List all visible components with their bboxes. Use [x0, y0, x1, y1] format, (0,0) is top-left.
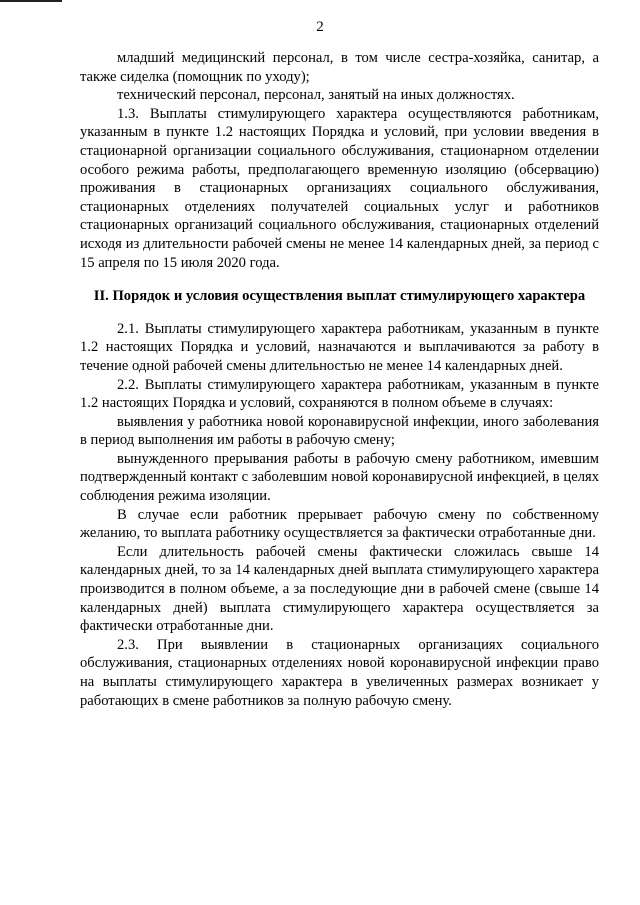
- document-body: [80, 49, 599, 710]
- paragraph: вынужденного прерывания работы в рабочую смену работником, имевшим подтвержденный контакт с заболевшим новой коронавирусной инфекцией, в целях соблюдения режима изоляции.: [80, 450, 599, 505]
- paragraph: В случае если работник прерывает рабочую смену по собственному желанию, то выплата работнику осуществляется за фактически отработанные дни.: [80, 506, 599, 542]
- paragraph: 1.3. Выплаты стимулирующего характера осуществляются работникам, указанным в пункте 1.2 настоящих Порядка и условий, при условии введения в стационарной организации социального обслуживания, стационарном отделении особого режима работы, предполагающего временную изоляцию (обсервацию) проживания в стационарных организациях социального обслуживания, стационарных отделениях получателей социальных услуг и работников стационарных организаций социального обслуживания, стационарных отделений исходя из длительности рабочей смены не менее 14 календарных дней, за период с 15 апреля по 15 июля 2020 года.: [80, 105, 599, 271]
- paragraph: технический персонал, персонал, занятый на иных должностях.: [117, 87, 515, 104]
- corner-mark: [0, 0, 62, 2]
- section-heading: II. Порядок и условия осуществления выплат стимулирующего характера: [93, 288, 586, 305]
- page-number: 2: [316, 19, 324, 35]
- paragraph: 2.1. Выплаты стимулирующего характера работникам, указанным в пункте 1.2 настоящих Порядка и условий, назначаются и выплачиваются за работу в течение одной рабочей смены длительностью не менее 14 календарных дней.: [80, 320, 599, 374]
- paragraph: 2.3. При выявлении в стационарных организациях социального обслуживания, стационарных отделениях новой коронавирусной инфекции право на выплаты стимулирующего характера в увеличенных размерах возникает у работающих в смене работников за полную рабочую смену.: [80, 636, 599, 709]
- paragraph: 2.2. Выплаты стимулирующего характера работникам, указанным в пункте 1.2 настоящих Порядка и условий, сохраняются в полном объеме в случаях:: [80, 376, 599, 412]
- paragraph: младший медицинский персонал, в том числе сестра-хозяйка, санитар, а также сиделка (помощник по уходу);: [80, 50, 599, 85]
- paragraph: Если длительность рабочей смены фактически сложилась свыше 14 календарных дней, то за 14 календарных дней выплата стимулирующего характера производится в полном объеме, а за последующие дни в рабочей смене (свыше 14 календарных дней) выплата стимулирующего характера осуществляется за фактически отработанные дни.: [80, 543, 599, 635]
- paragraph: выявления у работника новой коронавирусной инфекции, иного заболевания в период выполнения им работы в рабочую смену;: [80, 413, 599, 449]
